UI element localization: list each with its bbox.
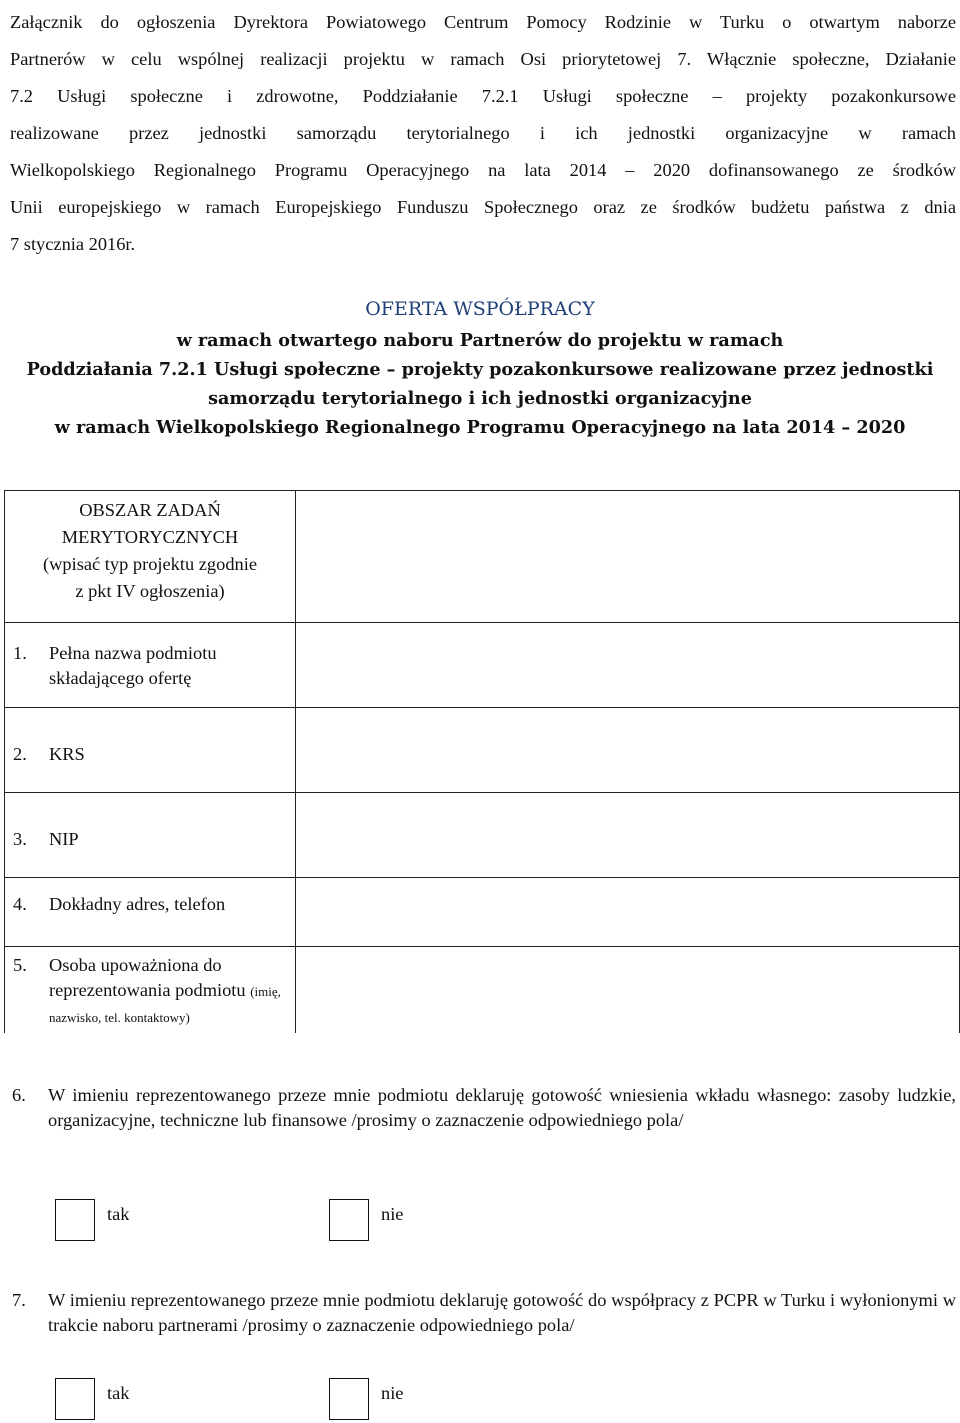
row-number: 2. (13, 744, 27, 764)
intro-line: realizowane przez jednostki samorządu terytorialnego i ich jednostki organizacyjne w ramach (10, 123, 956, 143)
table-row (5, 708, 960, 793)
q7-no-checkbox[interactable] (329, 1378, 369, 1420)
row-label-cell (5, 793, 296, 878)
offer-subtitle-line: Poddziałania 7.2.1 Usługi społeczne – projekty pozakonkursowe realizowane przez jednostki (26, 359, 934, 380)
question-text: W imieniu reprezentowanego przeze mnie podmiotu deklaruję gotowość do współpracy z PCPR w Turku i wyłonionymi w trakcie naboru partnerami /prosimy o zaznaczenie odpowiedniego pola/ (48, 1290, 956, 1335)
address-phone-field[interactable] (296, 878, 960, 947)
row-number: 1. (13, 643, 27, 663)
representative-field[interactable] (296, 947, 960, 1034)
intro-line: Unii europejskiego w ramach Europejskiego Funduszu Społecznego oraz ze środków budżetu państwa z dnia (10, 197, 956, 217)
q7-no-label: nie (381, 1383, 404, 1403)
intro-line: Załącznik do ogłoszenia Dyrektora Powiatowego Centrum Pomocy Rodzinie w Turku o otwartym naborze (10, 12, 956, 32)
table-row (5, 491, 960, 623)
intro-line: 7.2 Usługi społeczne i zdrowotne, Poddziałanie 7.2.1 Usługi społeczne – projekty pozakonkursowe (10, 86, 956, 106)
row-label-cell (5, 708, 296, 793)
row-label: Dokładny adres, telefon (49, 894, 226, 914)
row-label-cell (5, 878, 296, 947)
full-name-field[interactable] (296, 623, 960, 708)
row-label-cell (5, 947, 296, 1034)
q6-yes-label: tak (107, 1204, 130, 1224)
row-label: NIP (49, 829, 79, 849)
offer-subtitle-line: w ramach Wielkopolskiego Regionalnego Programu Operacyjnego na lata 2014 – 2020 (54, 417, 906, 438)
table-row (5, 878, 960, 947)
question-7 (12, 1288, 956, 1338)
area-value-field[interactable] (296, 491, 960, 623)
q7-yes-checkbox[interactable] (55, 1378, 95, 1420)
intro-line: Wielkopolskiego Regionalnego Programu Operacyjnego na lata 2014 – 2020 dofinansowanego ze środków (10, 160, 956, 180)
q6-yes-checkbox[interactable] (55, 1199, 95, 1241)
row-label: KRS (49, 744, 85, 764)
nip-field[interactable] (296, 793, 960, 878)
row-label: Pełna nazwa podmiotu składającego ofertę (49, 643, 217, 688)
q6-no-label: nie (381, 1204, 404, 1224)
table-row (5, 623, 960, 708)
q7-yes-label: tak (107, 1383, 130, 1403)
row-number: 3. (13, 829, 27, 849)
area-label-line: z pkt IV ogłoszenia) (75, 581, 225, 601)
question-6 (12, 1083, 956, 1133)
question-number: 7. (12, 1290, 26, 1310)
representative-hint: (imię, nazwisko, tel. kontaktowy) (49, 984, 281, 1025)
intro-line: Partnerów w celu wspólnej realizacji projektu w ramach Osi priorytetowej 7. Włącznie społeczne, Działanie (10, 49, 956, 69)
area-label-line: (wpisać typ projektu zgodnie (43, 554, 257, 574)
row-label-cell (5, 623, 296, 708)
krs-field[interactable] (296, 708, 960, 793)
offer-title: OFERTA WSPÓŁPRACY (365, 298, 595, 320)
row-number: 4. (13, 894, 27, 914)
offer-form-table (4, 490, 960, 1033)
area-label-line: MERYTORYCZNYCH (61, 527, 239, 547)
representative-label: Osoba upoważniona do reprezentowania podmiotu (49, 955, 246, 1000)
row-number: 5. (13, 955, 27, 975)
intro-line: 7 stycznia 2016r. (10, 234, 136, 254)
offer-subtitle-line: samorządu terytorialnego i ich jednostki organizacyjne (208, 388, 752, 409)
q6-no-checkbox[interactable] (329, 1199, 369, 1241)
question-number: 6. (12, 1085, 26, 1105)
area-label-cell (5, 491, 296, 623)
question-text: W imieniu reprezentowanego przeze mnie podmiotu deklaruję gotowość wniesienia wkładu własnego: zasoby ludzkie, organizacyjne, techniczne lub finansowe /prosimy o zaznaczenie odpowiedniego pola/ (48, 1085, 956, 1130)
offer-subtitle-line: w ramach otwartego naboru Partnerów do projektu w ramach (176, 330, 784, 351)
row-label (49, 953, 285, 1030)
table-row (5, 947, 960, 1034)
intro-paragraph (10, 4, 956, 263)
area-label-line: OBSZAR ZADAŃ (79, 500, 221, 520)
table-row (5, 793, 960, 878)
